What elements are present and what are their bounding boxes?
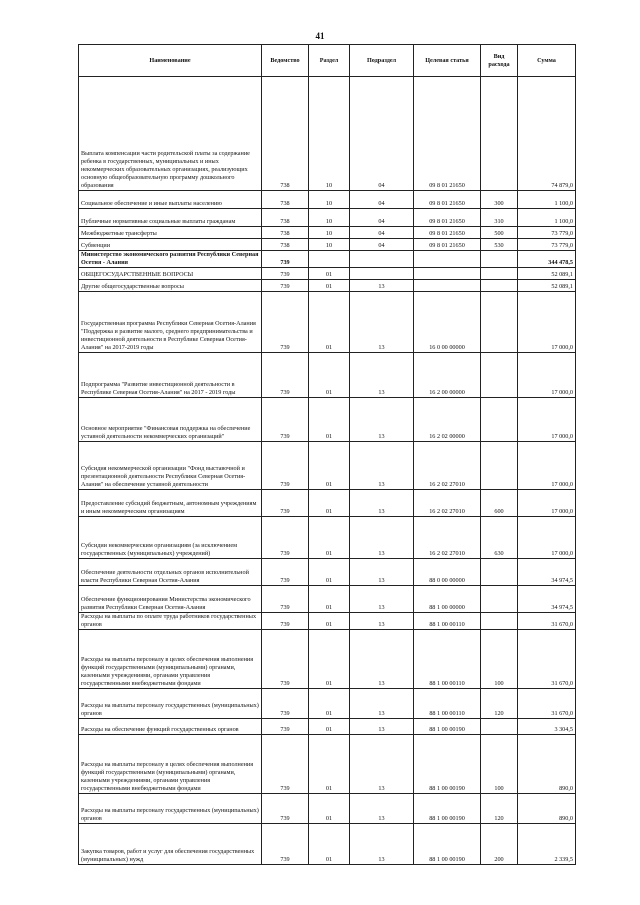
cell-podrazdel: 13 <box>350 292 414 353</box>
cell-sum: 1 100,0 <box>518 209 576 227</box>
cell-vid: 120 <box>481 689 518 719</box>
cell-sum: 52 089,1 <box>518 280 576 292</box>
cell-podrazdel <box>350 268 414 280</box>
cell-target: 88 1 00 00110 <box>414 630 481 689</box>
cell-target: 09 8 01 21650 <box>414 77 481 191</box>
cell-target: 88 1 00 00190 <box>414 824 481 865</box>
table-row <box>79 824 576 865</box>
cell-name: Государственная программа Республики Северная Осетия-Алания "Поддержка и развитие малого, среднего предпринимательства и инвестиционной деятельности в Республике Северная Осетия-Алания" на 2017-2019 годы <box>79 292 262 353</box>
cell-podrazdel: 13 <box>350 824 414 865</box>
table-row <box>79 209 576 227</box>
page-number: 41 <box>315 31 325 41</box>
cell-ved: 739 <box>262 490 309 517</box>
table-row <box>79 77 576 191</box>
cell-ved: 739 <box>262 442 309 490</box>
cell-razdel: 01 <box>309 613 350 630</box>
cell-sum: 17 000,0 <box>518 442 576 490</box>
cell-ved: 739 <box>262 292 309 353</box>
cell-vid <box>481 292 518 353</box>
cell-vid: 100 <box>481 735 518 794</box>
cell-ved: 739 <box>262 251 309 268</box>
budget-table <box>78 44 576 865</box>
cell-podrazdel: 13 <box>350 280 414 292</box>
cell-name: Министерство экономического развития Республики Северная Осетия - Алания <box>79 251 262 268</box>
cell-ved: 738 <box>262 209 309 227</box>
cell-podrazdel: 13 <box>350 719 414 735</box>
cell-target: 16 2 02 27010 <box>414 490 481 517</box>
cell-razdel: 01 <box>309 824 350 865</box>
cell-podrazdel: 04 <box>350 227 414 239</box>
table-row <box>79 442 576 490</box>
cell-target <box>414 268 481 280</box>
header-podrazdel: Подраздел <box>350 45 414 77</box>
cell-podrazdel: 13 <box>350 630 414 689</box>
cell-podrazdel: 04 <box>350 191 414 209</box>
cell-vid <box>481 442 518 490</box>
cell-sum: 73 779,0 <box>518 227 576 239</box>
table-row <box>79 251 576 268</box>
cell-podrazdel: 13 <box>350 586 414 613</box>
cell-podrazdel: 04 <box>350 239 414 251</box>
cell-target: 88 1 00 00190 <box>414 719 481 735</box>
cell-name: Основное мероприятие "Финансовая поддержка на обеспечение уставной деятельности некоммерческих организаций" <box>79 398 262 442</box>
cell-name: Расходы на выплаты по оплате труда работников государственных органов <box>79 613 262 630</box>
cell-target: 16 2 02 27010 <box>414 442 481 490</box>
cell-sum: 52 089,1 <box>518 268 576 280</box>
cell-name: Межбюджетные трансферты <box>79 227 262 239</box>
cell-podrazdel: 13 <box>350 517 414 559</box>
cell-name: Обеспечение деятельности отдельных органов исполнительной власти Республики Северная Осетия-Алания <box>79 559 262 586</box>
cell-target: 16 0 00 00000 <box>414 292 481 353</box>
cell-target: 09 8 01 21650 <box>414 239 481 251</box>
cell-podrazdel: 13 <box>350 442 414 490</box>
header-sum: Сумма <box>518 45 576 77</box>
cell-ved: 739 <box>262 794 309 824</box>
cell-vid <box>481 559 518 586</box>
table-row <box>79 719 576 735</box>
cell-podrazdel <box>350 251 414 268</box>
cell-target: 88 0 00 00000 <box>414 559 481 586</box>
cell-vid: 500 <box>481 227 518 239</box>
cell-name: Субвенции <box>79 239 262 251</box>
cell-name: Закупка товаров, работ и услуг для обеспечения государственных (муниципальных) нужд <box>79 824 262 865</box>
cell-sum: 31 670,0 <box>518 630 576 689</box>
cell-razdel: 01 <box>309 735 350 794</box>
cell-podrazdel: 04 <box>350 77 414 191</box>
cell-name: Социальное обеспечение и иные выплаты населению <box>79 191 262 209</box>
table-row <box>79 191 576 209</box>
cell-target: 88 1 00 00190 <box>414 735 481 794</box>
cell-vid <box>481 77 518 191</box>
cell-sum: 2 339,5 <box>518 824 576 865</box>
cell-razdel: 10 <box>309 239 350 251</box>
cell-podrazdel: 13 <box>350 794 414 824</box>
table-row <box>79 689 576 719</box>
cell-target <box>414 280 481 292</box>
cell-razdel: 01 <box>309 490 350 517</box>
table-row <box>79 292 576 353</box>
cell-target: 09 8 01 21650 <box>414 191 481 209</box>
cell-target: 09 8 01 21650 <box>414 209 481 227</box>
table-row <box>79 280 576 292</box>
table-row <box>79 559 576 586</box>
cell-ved: 738 <box>262 77 309 191</box>
cell-vid: 310 <box>481 209 518 227</box>
cell-name: Расходы на выплаты персоналу в целях обеспечения выполнения функций государственными (муниципальными) органами, казенными учреждениями, органами управления государственными внебюджетными фондами <box>79 735 262 794</box>
cell-sum: 3 304,5 <box>518 719 576 735</box>
cell-ved: 739 <box>262 517 309 559</box>
cell-podrazdel: 13 <box>350 490 414 517</box>
cell-sum: 344 478,5 <box>518 251 576 268</box>
cell-ved: 739 <box>262 689 309 719</box>
cell-name: Расходы на выплаты персоналу в целях обеспечения выполнения функций государственными (муниципальными) органами, казенными учреждениями, органами управления государственными внебюджетными фондами <box>79 630 262 689</box>
cell-razdel: 10 <box>309 77 350 191</box>
cell-razdel: 01 <box>309 559 350 586</box>
cell-vid <box>481 251 518 268</box>
cell-ved: 739 <box>262 268 309 280</box>
cell-target: 16 2 02 27010 <box>414 517 481 559</box>
cell-sum: 17 000,0 <box>518 517 576 559</box>
cell-target <box>414 251 481 268</box>
cell-razdel: 01 <box>309 353 350 398</box>
cell-razdel: 01 <box>309 517 350 559</box>
cell-name: Расходы на выплаты персоналу государственных (муниципальных) органов <box>79 794 262 824</box>
cell-razdel: 01 <box>309 268 350 280</box>
header-ved: Ведомство <box>262 45 309 77</box>
header-vid: Вид расхода <box>481 45 518 77</box>
cell-sum: 74 879,0 <box>518 77 576 191</box>
cell-ved: 739 <box>262 398 309 442</box>
table-row <box>79 613 576 630</box>
cell-razdel: 01 <box>309 398 350 442</box>
cell-vid: 300 <box>481 191 518 209</box>
cell-razdel: 01 <box>309 292 350 353</box>
table-row <box>79 490 576 517</box>
cell-target: 16 2 00 00000 <box>414 353 481 398</box>
cell-vid <box>481 353 518 398</box>
cell-ved: 739 <box>262 353 309 398</box>
table-row <box>79 353 576 398</box>
cell-vid: 200 <box>481 824 518 865</box>
table-row <box>79 794 576 824</box>
cell-vid <box>481 398 518 442</box>
cell-ved: 738 <box>262 191 309 209</box>
cell-ved: 739 <box>262 559 309 586</box>
cell-target: 09 8 01 21650 <box>414 227 481 239</box>
cell-vid <box>481 613 518 630</box>
cell-podrazdel: 13 <box>350 613 414 630</box>
cell-vid: 600 <box>481 490 518 517</box>
cell-sum: 17 000,0 <box>518 353 576 398</box>
cell-target: 88 1 00 00110 <box>414 613 481 630</box>
cell-vid <box>481 586 518 613</box>
cell-razdel: 01 <box>309 719 350 735</box>
cell-sum: 31 670,0 <box>518 613 576 630</box>
cell-name: Обеспечение функционирования Министерства экономического развития Республики Северная Осетия-Алания <box>79 586 262 613</box>
cell-sum: 890,0 <box>518 794 576 824</box>
cell-podrazdel: 13 <box>350 735 414 794</box>
cell-vid: 120 <box>481 794 518 824</box>
cell-sum: 73 779,0 <box>518 239 576 251</box>
cell-ved: 739 <box>262 824 309 865</box>
cell-razdel: 01 <box>309 586 350 613</box>
cell-podrazdel: 13 <box>350 353 414 398</box>
cell-ved: 739 <box>262 586 309 613</box>
cell-ved: 739 <box>262 613 309 630</box>
cell-sum: 31 670,0 <box>518 689 576 719</box>
cell-target: 88 1 00 00110 <box>414 689 481 719</box>
cell-razdel: 01 <box>309 689 350 719</box>
cell-razdel <box>309 251 350 268</box>
cell-razdel: 10 <box>309 191 350 209</box>
table-row <box>79 227 576 239</box>
cell-sum: 1 100,0 <box>518 191 576 209</box>
cell-target: 88 1 00 00000 <box>414 586 481 613</box>
cell-vid: 530 <box>481 239 518 251</box>
cell-target: 16 2 02 00000 <box>414 398 481 442</box>
cell-sum: 17 000,0 <box>518 292 576 353</box>
cell-name: ОБЩЕГОСУДАРСТВЕННЫЕ ВОПРОСЫ <box>79 268 262 280</box>
cell-razdel: 01 <box>309 442 350 490</box>
cell-ved: 739 <box>262 735 309 794</box>
table-row <box>79 268 576 280</box>
cell-name: Субсидии некоммерческим организациям (за исключением государственных (муниципальных) учреждений) <box>79 517 262 559</box>
cell-sum: 17 000,0 <box>518 490 576 517</box>
table-row <box>79 398 576 442</box>
cell-razdel: 01 <box>309 630 350 689</box>
cell-ved: 738 <box>262 227 309 239</box>
cell-ved: 739 <box>262 280 309 292</box>
table-row <box>79 735 576 794</box>
header-name: Наименование <box>79 45 262 77</box>
cell-vid <box>481 280 518 292</box>
cell-podrazdel: 13 <box>350 398 414 442</box>
cell-vid <box>481 719 518 735</box>
cell-ved: 739 <box>262 719 309 735</box>
cell-ved: 738 <box>262 239 309 251</box>
cell-razdel: 01 <box>309 280 350 292</box>
cell-razdel: 01 <box>309 794 350 824</box>
cell-podrazdel: 04 <box>350 209 414 227</box>
table-row <box>79 630 576 689</box>
header-target: Целевая статья <box>414 45 481 77</box>
cell-sum: 890,0 <box>518 735 576 794</box>
cell-target: 88 1 00 00190 <box>414 794 481 824</box>
cell-ved: 739 <box>262 630 309 689</box>
cell-podrazdel: 13 <box>350 689 414 719</box>
cell-name: Расходы на выплаты персоналу государственных (муниципальных) органов <box>79 689 262 719</box>
cell-vid <box>481 268 518 280</box>
cell-name: Подпрограмма "Развитие инвестиционной деятельности в Республике Северная Осетия-Алания" на 2017 - 2019 годы <box>79 353 262 398</box>
header-razdel: Раздел <box>309 45 350 77</box>
table-row <box>79 517 576 559</box>
cell-name: Выплата компенсации части родительской платы за содержание ребенка в государственных, муниципальных и иных некоммерческих образовательных организациях, реализующих основную общеобразовательную программу дошкольного образования <box>79 77 262 191</box>
cell-sum: 34 974,5 <box>518 586 576 613</box>
header-row <box>79 45 576 77</box>
table-row <box>79 239 576 251</box>
cell-name: Другие общегосударственные вопросы <box>79 280 262 292</box>
cell-razdel: 10 <box>309 209 350 227</box>
cell-vid: 100 <box>481 630 518 689</box>
cell-podrazdel: 13 <box>350 559 414 586</box>
cell-vid: 630 <box>481 517 518 559</box>
cell-razdel: 10 <box>309 227 350 239</box>
cell-name: Расходы на обеспечение функций государственных органов <box>79 719 262 735</box>
cell-sum: 34 974,5 <box>518 559 576 586</box>
cell-name: Предоставление субсидий бюджетным, автономным учреждениям и иным некоммерческим организациям <box>79 490 262 517</box>
cell-name: Субсидия некоммерческой организации "Фонд выставочной и презентационной деятельности Республики Северная Осетия-Алания" на обеспечение уставной деятельности <box>79 442 262 490</box>
table-row <box>79 586 576 613</box>
cell-sum: 17 000,0 <box>518 398 576 442</box>
cell-name: Публичные нормативные социальные выплаты гражданам <box>79 209 262 227</box>
